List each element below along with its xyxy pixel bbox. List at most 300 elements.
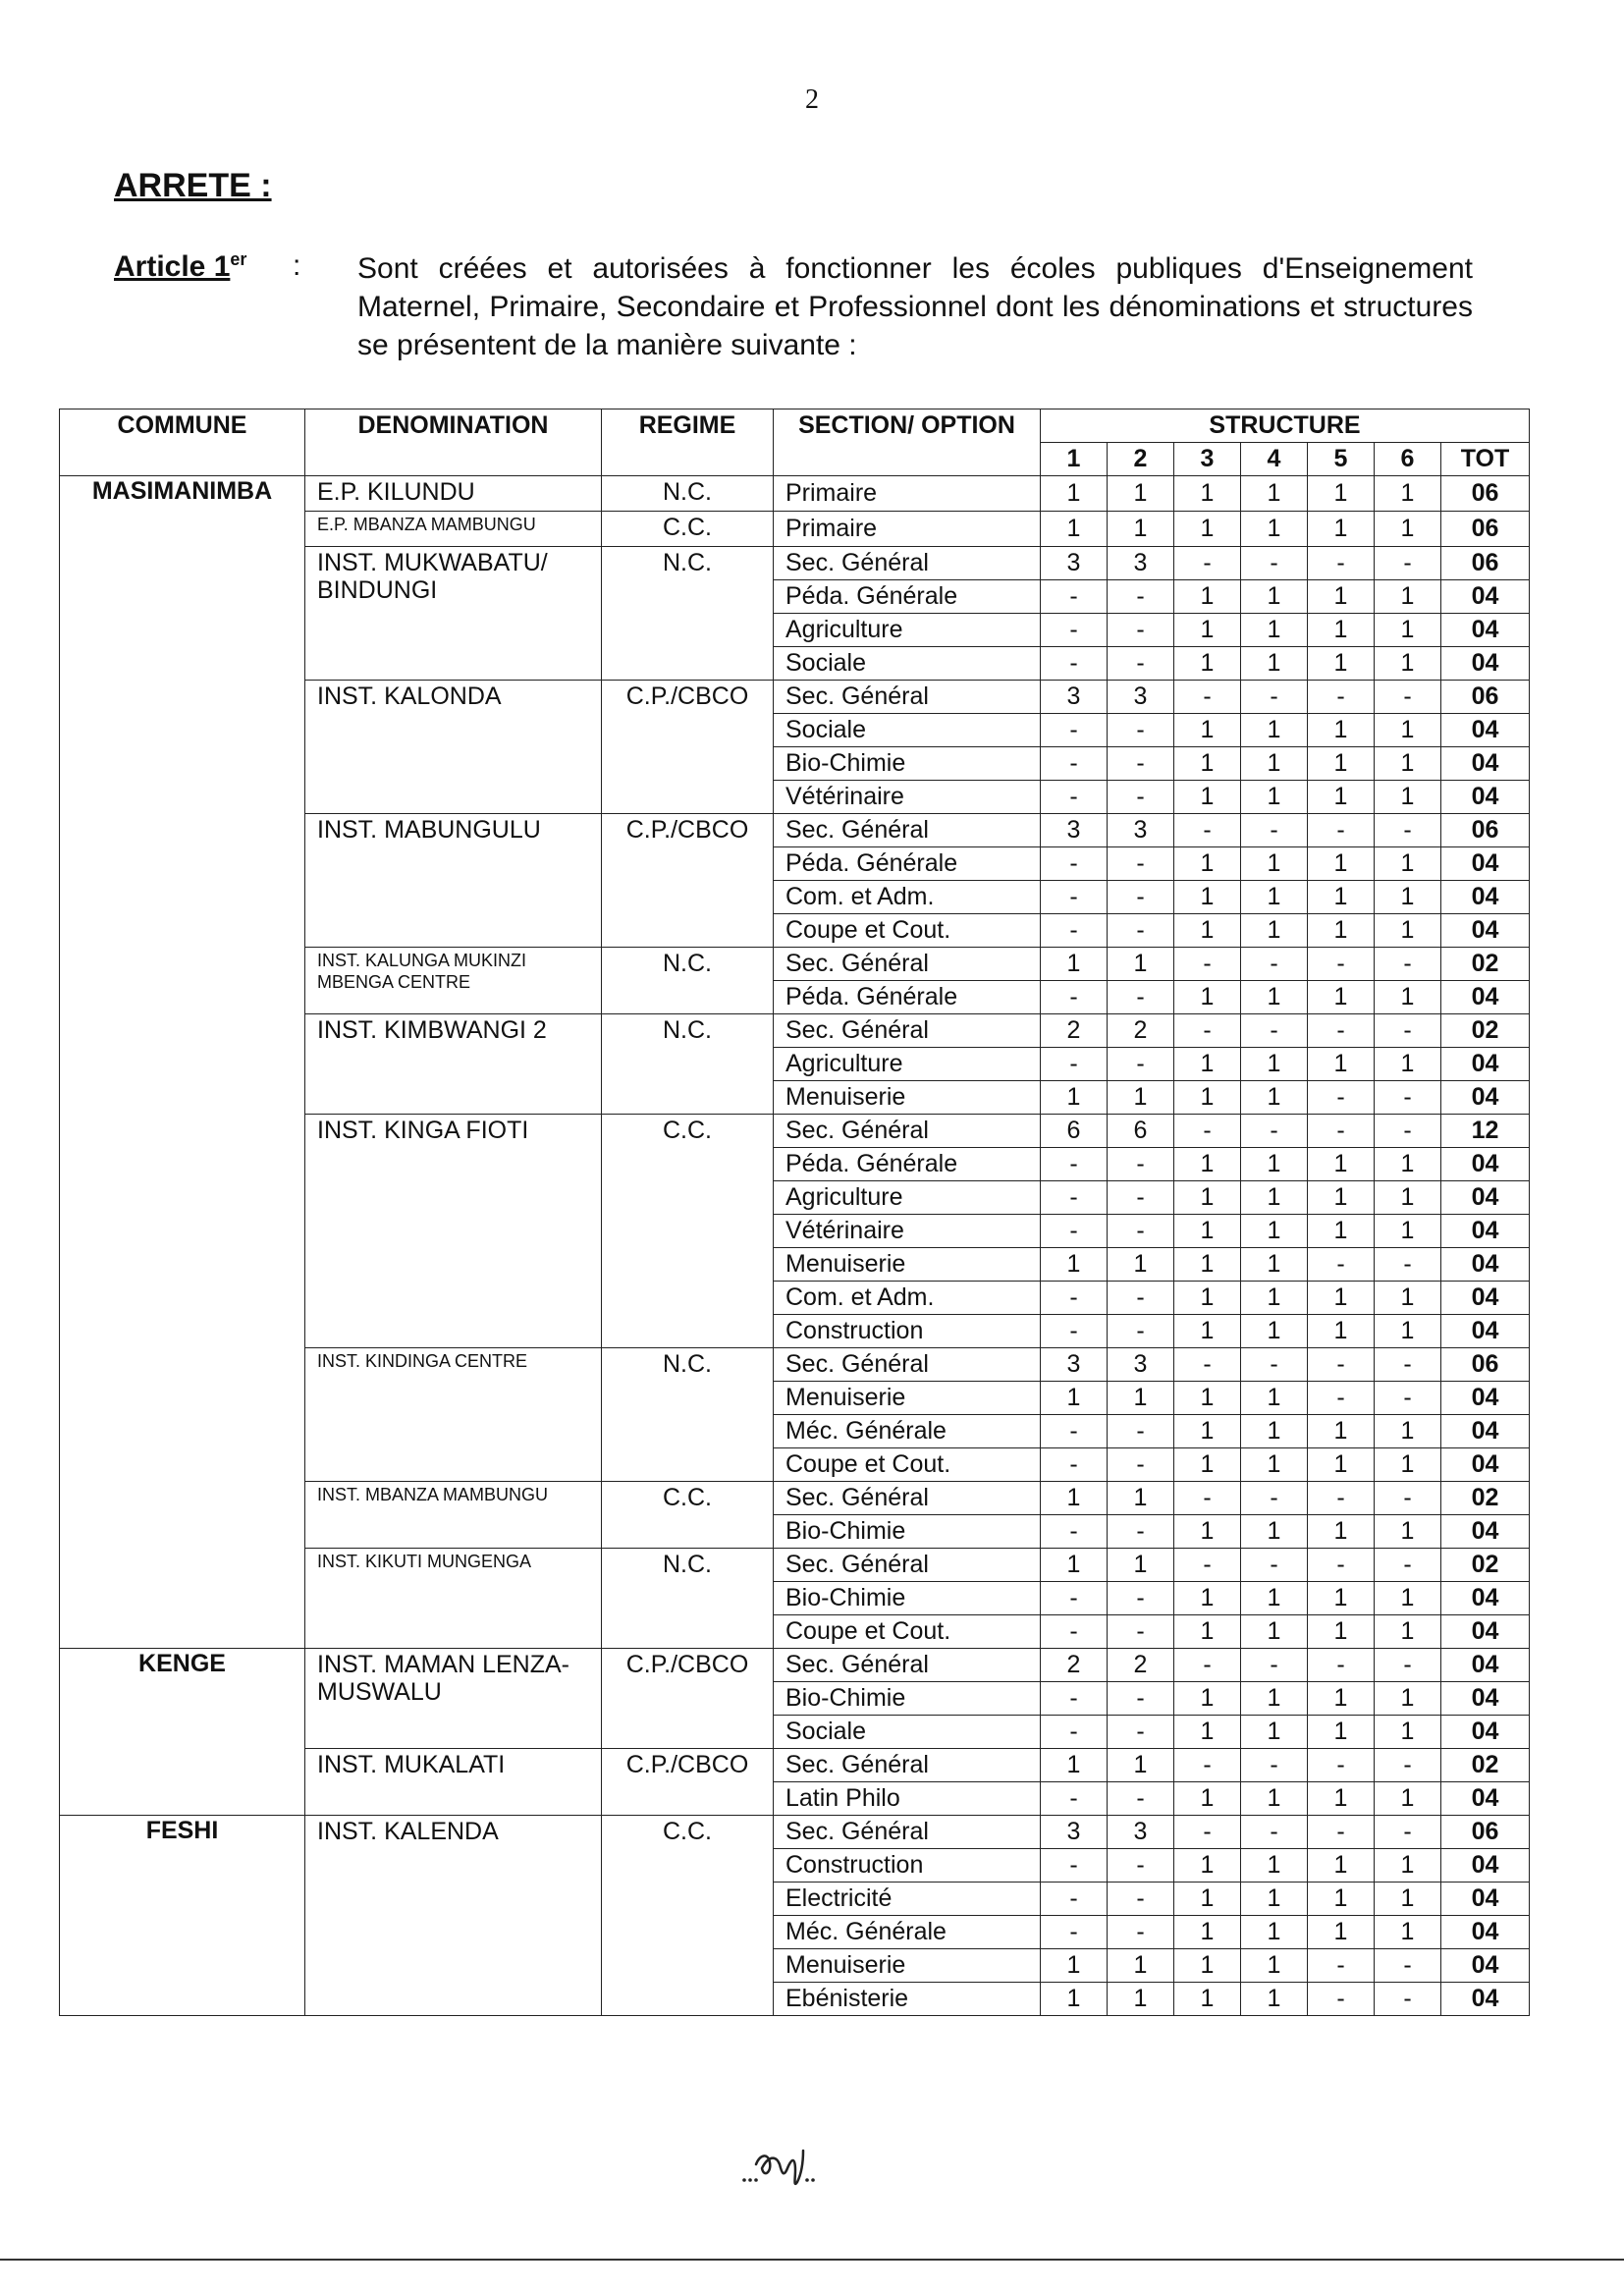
article-label-text: Article 1 [114, 250, 231, 283]
year-6-cell: 1 [1375, 714, 1441, 747]
year-4-cell: 1 [1241, 747, 1308, 781]
year-6-cell: 1 [1375, 1849, 1441, 1883]
section-option-cell: Construction [774, 1849, 1041, 1883]
year-1-cell: - [1041, 1148, 1108, 1181]
year-2-cell: 1 [1108, 1482, 1174, 1515]
total-cell: 04 [1441, 847, 1530, 881]
year-5-cell: 1 [1308, 614, 1375, 647]
year-5-cell: 1 [1308, 1048, 1375, 1081]
total-cell: 04 [1441, 1448, 1530, 1482]
table-body [60, 476, 1530, 2016]
year-5-cell: 1 [1308, 1148, 1375, 1181]
decree-heading: ARRETE : [114, 167, 272, 204]
header-regime: REGIME [602, 409, 774, 476]
year-6-cell: 1 [1375, 747, 1441, 781]
year-4-cell: 1 [1241, 1949, 1308, 1983]
year-2-cell: - [1108, 1615, 1174, 1649]
year-2-cell: 3 [1108, 1816, 1174, 1849]
year-5-cell: 1 [1308, 1181, 1375, 1215]
year-6-cell: 1 [1375, 1415, 1441, 1448]
year-5-cell: 1 [1308, 512, 1375, 547]
year-6-cell: - [1375, 1983, 1441, 2016]
year-4-cell: 1 [1241, 781, 1308, 814]
year-5-cell: - [1308, 1983, 1375, 2016]
section-option-cell: Méc. Générale [774, 1415, 1041, 1448]
year-2-cell: - [1108, 1181, 1174, 1215]
total-cell: 04 [1441, 781, 1530, 814]
year-3-cell: - [1174, 681, 1241, 714]
year-3-cell: 1 [1174, 1916, 1241, 1949]
year-2-cell: - [1108, 1716, 1174, 1749]
total-cell: 06 [1441, 814, 1530, 847]
year-2-cell: - [1108, 1148, 1174, 1181]
year-1-cell: 1 [1041, 1549, 1108, 1582]
year-2-cell: - [1108, 614, 1174, 647]
year-6-cell: 1 [1375, 1515, 1441, 1549]
regime-cell: C.P./CBCO [602, 1749, 774, 1816]
year-3-cell: 1 [1174, 1415, 1241, 1448]
year-4-cell: 1 [1241, 1282, 1308, 1315]
schools-table [59, 409, 1530, 2016]
year-3-cell: - [1174, 1749, 1241, 1782]
year-2-cell: 3 [1108, 681, 1174, 714]
header-section-option: SECTION/ OPTION [774, 409, 1041, 476]
section-option-cell: Menuiserie [774, 1081, 1041, 1115]
table-row [60, 1816, 1530, 1849]
year-6-cell: 1 [1375, 580, 1441, 614]
year-4-cell: 1 [1241, 647, 1308, 681]
total-cell: 02 [1441, 1482, 1530, 1515]
year-6-cell: 1 [1375, 512, 1441, 547]
total-cell: 06 [1441, 1348, 1530, 1382]
denomination-cell: INST. KALENDA [305, 1816, 602, 2016]
year-4-cell: 1 [1241, 1215, 1308, 1248]
total-cell: 04 [1441, 647, 1530, 681]
denomination-cell: INST. MABUNGULU [305, 814, 602, 948]
article-colon: : [293, 249, 301, 282]
year-3-cell: - [1174, 1115, 1241, 1148]
year-1-cell: - [1041, 1181, 1108, 1215]
handwritten-initials-icon [738, 2139, 846, 2198]
denomination-cell: INST. MAMAN LENZA-MUSWALU [305, 1649, 602, 1749]
year-4-cell: - [1241, 1115, 1308, 1148]
year-5-cell: - [1308, 681, 1375, 714]
year-4-cell: 1 [1241, 1415, 1308, 1448]
regime-cell: N.C. [602, 547, 774, 681]
year-5-cell: - [1308, 1649, 1375, 1682]
section-option-cell: Electricité [774, 1883, 1041, 1916]
year-5-cell: - [1308, 1248, 1375, 1282]
article-label [114, 249, 246, 284]
year-3-cell: 1 [1174, 512, 1241, 547]
section-option-cell: Sec. Général [774, 1549, 1041, 1582]
year-2-cell: 1 [1108, 512, 1174, 547]
year-6-cell: - [1375, 948, 1441, 981]
year-1-cell: - [1041, 1883, 1108, 1916]
year-6-cell: 1 [1375, 914, 1441, 948]
year-1-cell: - [1041, 1048, 1108, 1081]
article-label-sup: er [230, 249, 247, 269]
year-3-cell: 1 [1174, 714, 1241, 747]
year-1-cell: - [1041, 747, 1108, 781]
year-3-cell: 1 [1174, 1448, 1241, 1482]
year-1-cell: 2 [1041, 1649, 1108, 1682]
year-1-cell: 1 [1041, 1248, 1108, 1282]
year-3-cell: - [1174, 1816, 1241, 1849]
denomination-cell: E.P. MBANZA MAMBUNGU [305, 512, 602, 547]
year-6-cell: - [1375, 1549, 1441, 1582]
year-5-cell: - [1308, 1081, 1375, 1115]
denomination-cell: INST. KIMBWANGI 2 [305, 1014, 602, 1115]
year-1-cell: - [1041, 1448, 1108, 1482]
total-cell: 06 [1441, 547, 1530, 580]
total-cell: 04 [1441, 1415, 1530, 1448]
year-2-cell: 1 [1108, 1382, 1174, 1415]
year-1-cell: 1 [1041, 1382, 1108, 1415]
total-cell: 04 [1441, 914, 1530, 948]
total-cell: 06 [1441, 476, 1530, 512]
year-5-cell: 1 [1308, 1415, 1375, 1448]
regime-cell: C.C. [602, 1115, 774, 1348]
year-1-cell: 6 [1041, 1115, 1108, 1148]
year-1-cell: - [1041, 1682, 1108, 1716]
total-cell: 04 [1441, 714, 1530, 747]
year-2-cell: 1 [1108, 1549, 1174, 1582]
section-option-cell: Sociale [774, 714, 1041, 747]
year-1-cell: 1 [1041, 512, 1108, 547]
year-3-cell: 1 [1174, 1382, 1241, 1415]
year-6-cell: 1 [1375, 1682, 1441, 1716]
section-option-cell: Coupe et Cout. [774, 914, 1041, 948]
year-2-cell: 1 [1108, 1949, 1174, 1983]
total-cell: 04 [1441, 1682, 1530, 1716]
year-2-cell: 3 [1108, 814, 1174, 847]
year-4-cell: 1 [1241, 847, 1308, 881]
section-option-cell: Latin Philo [774, 1782, 1041, 1816]
year-5-cell: 1 [1308, 1448, 1375, 1482]
year-6-cell: - [1375, 681, 1441, 714]
total-cell: 04 [1441, 1916, 1530, 1949]
schools-table-wrapper [59, 409, 1530, 2016]
year-5-cell: - [1308, 1816, 1375, 1849]
year-2-cell: - [1108, 1916, 1174, 1949]
year-2-cell: - [1108, 647, 1174, 681]
year-3-cell: 1 [1174, 1582, 1241, 1615]
year-1-cell: - [1041, 1916, 1108, 1949]
total-cell: 04 [1441, 1615, 1530, 1649]
section-option-cell: Com. et Adm. [774, 881, 1041, 914]
year-2-cell: - [1108, 981, 1174, 1014]
header-year-4: 4 [1241, 443, 1308, 476]
year-5-cell: 1 [1308, 781, 1375, 814]
year-1-cell: 3 [1041, 547, 1108, 580]
year-5-cell: 1 [1308, 476, 1375, 512]
regime-cell: N.C. [602, 1549, 774, 1649]
year-4-cell: 1 [1241, 1048, 1308, 1081]
year-5-cell: 1 [1308, 1849, 1375, 1883]
year-1-cell: 1 [1041, 1749, 1108, 1782]
section-option-cell: Com. et Adm. [774, 1282, 1041, 1315]
total-cell: 04 [1441, 1282, 1530, 1315]
year-2-cell: 3 [1108, 547, 1174, 580]
year-3-cell: 1 [1174, 1048, 1241, 1081]
year-2-cell: - [1108, 1782, 1174, 1816]
year-3-cell: 1 [1174, 476, 1241, 512]
year-6-cell: - [1375, 1749, 1441, 1782]
regime-cell: C.C. [602, 1816, 774, 2016]
year-1-cell: - [1041, 847, 1108, 881]
year-3-cell: 1 [1174, 981, 1241, 1014]
year-6-cell: 1 [1375, 1048, 1441, 1081]
year-2-cell: 3 [1108, 1348, 1174, 1382]
year-4-cell: - [1241, 1649, 1308, 1682]
section-option-cell: Ebénisterie [774, 1983, 1041, 2016]
total-cell: 04 [1441, 1883, 1530, 1916]
year-4-cell: - [1241, 1749, 1308, 1782]
regime-cell: N.C. [602, 948, 774, 1014]
year-4-cell: 1 [1241, 614, 1308, 647]
header-year-1: 1 [1041, 443, 1108, 476]
year-4-cell: - [1241, 547, 1308, 580]
year-3-cell: 1 [1174, 1615, 1241, 1649]
year-5-cell: 1 [1308, 580, 1375, 614]
year-3-cell: - [1174, 1649, 1241, 1682]
year-4-cell: 1 [1241, 1248, 1308, 1282]
year-3-cell: 1 [1174, 580, 1241, 614]
section-option-cell: Bio-Chimie [774, 1515, 1041, 1549]
year-1-cell: 1 [1041, 1983, 1108, 2016]
header-denomination: DENOMINATION [305, 409, 602, 476]
year-2-cell: - [1108, 1515, 1174, 1549]
year-3-cell: - [1174, 1482, 1241, 1515]
total-cell: 04 [1441, 1215, 1530, 1248]
year-4-cell: 1 [1241, 1615, 1308, 1649]
year-6-cell: - [1375, 1348, 1441, 1382]
year-6-cell: - [1375, 547, 1441, 580]
denomination-cell: INST. KALONDA [305, 681, 602, 814]
year-2-cell: - [1108, 1315, 1174, 1348]
year-4-cell: 1 [1241, 1916, 1308, 1949]
total-cell: 04 [1441, 614, 1530, 647]
year-2-cell: - [1108, 1883, 1174, 1916]
year-4-cell: 1 [1241, 1148, 1308, 1181]
year-2-cell: - [1108, 1048, 1174, 1081]
year-5-cell: - [1308, 1014, 1375, 1048]
year-3-cell: 1 [1174, 1215, 1241, 1248]
year-6-cell: 1 [1375, 1716, 1441, 1749]
year-4-cell: 1 [1241, 1448, 1308, 1482]
denomination-cell: INST. KINDINGA CENTRE [305, 1348, 602, 1482]
year-5-cell: 1 [1308, 914, 1375, 948]
year-3-cell: - [1174, 1549, 1241, 1582]
year-3-cell: 1 [1174, 914, 1241, 948]
year-5-cell: 1 [1308, 1582, 1375, 1615]
year-4-cell: - [1241, 948, 1308, 981]
year-4-cell: 1 [1241, 1382, 1308, 1415]
year-1-cell: - [1041, 1615, 1108, 1649]
total-cell: 02 [1441, 948, 1530, 981]
regime-cell: N.C. [602, 1348, 774, 1482]
year-5-cell: 1 [1308, 1615, 1375, 1649]
total-cell: 04 [1441, 1382, 1530, 1415]
year-3-cell: 1 [1174, 1782, 1241, 1816]
section-option-cell: Sec. Général [774, 948, 1041, 981]
year-4-cell: - [1241, 1348, 1308, 1382]
total-cell: 04 [1441, 1716, 1530, 1749]
year-2-cell: - [1108, 1415, 1174, 1448]
year-6-cell: 1 [1375, 1782, 1441, 1816]
year-3-cell: - [1174, 814, 1241, 847]
year-1-cell: - [1041, 647, 1108, 681]
section-option-cell: Péda. Générale [774, 981, 1041, 1014]
regime-cell: N.C. [602, 1014, 774, 1115]
regime-cell: C.C. [602, 1482, 774, 1549]
total-cell: 02 [1441, 1549, 1530, 1582]
total-cell: 04 [1441, 981, 1530, 1014]
year-4-cell: 1 [1241, 714, 1308, 747]
total-cell: 04 [1441, 1582, 1530, 1615]
year-1-cell: - [1041, 1849, 1108, 1883]
year-5-cell: 1 [1308, 1282, 1375, 1315]
regime-cell: C.P./CBCO [602, 814, 774, 948]
year-4-cell: 1 [1241, 476, 1308, 512]
section-option-cell: Sec. Général [774, 1348, 1041, 1382]
bottom-rule [0, 2259, 1624, 2261]
total-cell: 02 [1441, 1749, 1530, 1782]
year-1-cell: - [1041, 714, 1108, 747]
year-2-cell: - [1108, 1215, 1174, 1248]
total-cell: 04 [1441, 1849, 1530, 1883]
year-6-cell: 1 [1375, 1181, 1441, 1215]
section-option-cell: Sociale [774, 647, 1041, 681]
section-option-cell: Primaire [774, 512, 1041, 547]
total-cell: 04 [1441, 1081, 1530, 1115]
year-1-cell: - [1041, 1582, 1108, 1615]
regime-cell: N.C. [602, 476, 774, 512]
commune-cell: FESHI [60, 1816, 305, 2016]
year-2-cell: - [1108, 1849, 1174, 1883]
year-2-cell: 1 [1108, 1749, 1174, 1782]
regime-cell: C.C. [602, 512, 774, 547]
year-4-cell: 1 [1241, 512, 1308, 547]
total-cell: 04 [1441, 1983, 1530, 2016]
year-4-cell: - [1241, 814, 1308, 847]
year-5-cell: - [1308, 1482, 1375, 1515]
year-5-cell: - [1308, 1348, 1375, 1382]
year-1-cell: 1 [1041, 476, 1108, 512]
year-5-cell: 1 [1308, 1315, 1375, 1348]
year-6-cell: - [1375, 1115, 1441, 1148]
year-6-cell: 1 [1375, 781, 1441, 814]
year-1-cell: 3 [1041, 1816, 1108, 1849]
page-number: 2 [805, 84, 819, 115]
table-row [60, 476, 1530, 512]
year-3-cell: 1 [1174, 1081, 1241, 1115]
year-4-cell: 1 [1241, 1849, 1308, 1883]
year-5-cell: 1 [1308, 1215, 1375, 1248]
year-4-cell: 1 [1241, 1983, 1308, 2016]
year-5-cell: 1 [1308, 847, 1375, 881]
year-3-cell: 1 [1174, 1181, 1241, 1215]
year-3-cell: 1 [1174, 1883, 1241, 1916]
year-2-cell: 2 [1108, 1014, 1174, 1048]
year-1-cell: 3 [1041, 1348, 1108, 1382]
year-4-cell: - [1241, 1482, 1308, 1515]
year-5-cell: - [1308, 1115, 1375, 1148]
year-3-cell: - [1174, 1014, 1241, 1048]
section-option-cell: Péda. Générale [774, 1148, 1041, 1181]
year-1-cell: - [1041, 1315, 1108, 1348]
section-option-cell: Agriculture [774, 614, 1041, 647]
year-6-cell: - [1375, 1014, 1441, 1048]
year-3-cell: 1 [1174, 1248, 1241, 1282]
total-cell: 04 [1441, 1048, 1530, 1081]
year-5-cell: 1 [1308, 714, 1375, 747]
year-6-cell: 1 [1375, 1215, 1441, 1248]
regime-cell: C.P./CBCO [602, 681, 774, 814]
year-2-cell: 1 [1108, 476, 1174, 512]
year-5-cell: 1 [1308, 1883, 1375, 1916]
year-6-cell: 1 [1375, 476, 1441, 512]
year-4-cell: 1 [1241, 580, 1308, 614]
total-cell: 04 [1441, 1515, 1530, 1549]
year-4-cell: - [1241, 681, 1308, 714]
year-6-cell: - [1375, 1649, 1441, 1682]
total-cell: 06 [1441, 1816, 1530, 1849]
year-3-cell: 1 [1174, 1148, 1241, 1181]
total-cell: 04 [1441, 1949, 1530, 1983]
section-option-cell: Sec. Général [774, 1115, 1041, 1148]
year-6-cell: - [1375, 814, 1441, 847]
year-1-cell: 1 [1041, 948, 1108, 981]
year-6-cell: - [1375, 1816, 1441, 1849]
header-structure: STRUCTURE [1041, 409, 1530, 443]
total-cell: 04 [1441, 1782, 1530, 1816]
year-2-cell: 1 [1108, 1081, 1174, 1115]
year-4-cell: 1 [1241, 1716, 1308, 1749]
table-header [60, 409, 1530, 476]
section-option-cell: Menuiserie [774, 1248, 1041, 1282]
year-4-cell: 1 [1241, 914, 1308, 948]
year-6-cell: 1 [1375, 1582, 1441, 1615]
year-1-cell: - [1041, 1282, 1108, 1315]
year-6-cell: - [1375, 1382, 1441, 1415]
total-cell: 06 [1441, 681, 1530, 714]
year-3-cell: 1 [1174, 1282, 1241, 1315]
header-commune: COMMUNE [60, 409, 305, 476]
section-option-cell: Bio-Chimie [774, 747, 1041, 781]
table-row [60, 1649, 1530, 1682]
year-5-cell: - [1308, 814, 1375, 847]
header-tot: TOT [1441, 443, 1530, 476]
section-option-cell: Construction [774, 1315, 1041, 1348]
regime-cell: C.P./CBCO [602, 1649, 774, 1749]
denomination-cell: INST. MUKALATI [305, 1749, 602, 1816]
year-2-cell: - [1108, 714, 1174, 747]
year-5-cell: - [1308, 948, 1375, 981]
year-2-cell: 1 [1108, 948, 1174, 981]
header-year-3: 3 [1174, 443, 1241, 476]
year-3-cell: - [1174, 948, 1241, 981]
year-5-cell: 1 [1308, 1916, 1375, 1949]
year-2-cell: 2 [1108, 1649, 1174, 1682]
section-option-cell: Sec. Général [774, 1649, 1041, 1682]
section-option-cell: Menuiserie [774, 1382, 1041, 1415]
section-option-cell: Sec. Général [774, 1014, 1041, 1048]
year-5-cell: 1 [1308, 647, 1375, 681]
year-2-cell: 1 [1108, 1983, 1174, 2016]
year-5-cell: 1 [1308, 1782, 1375, 1816]
